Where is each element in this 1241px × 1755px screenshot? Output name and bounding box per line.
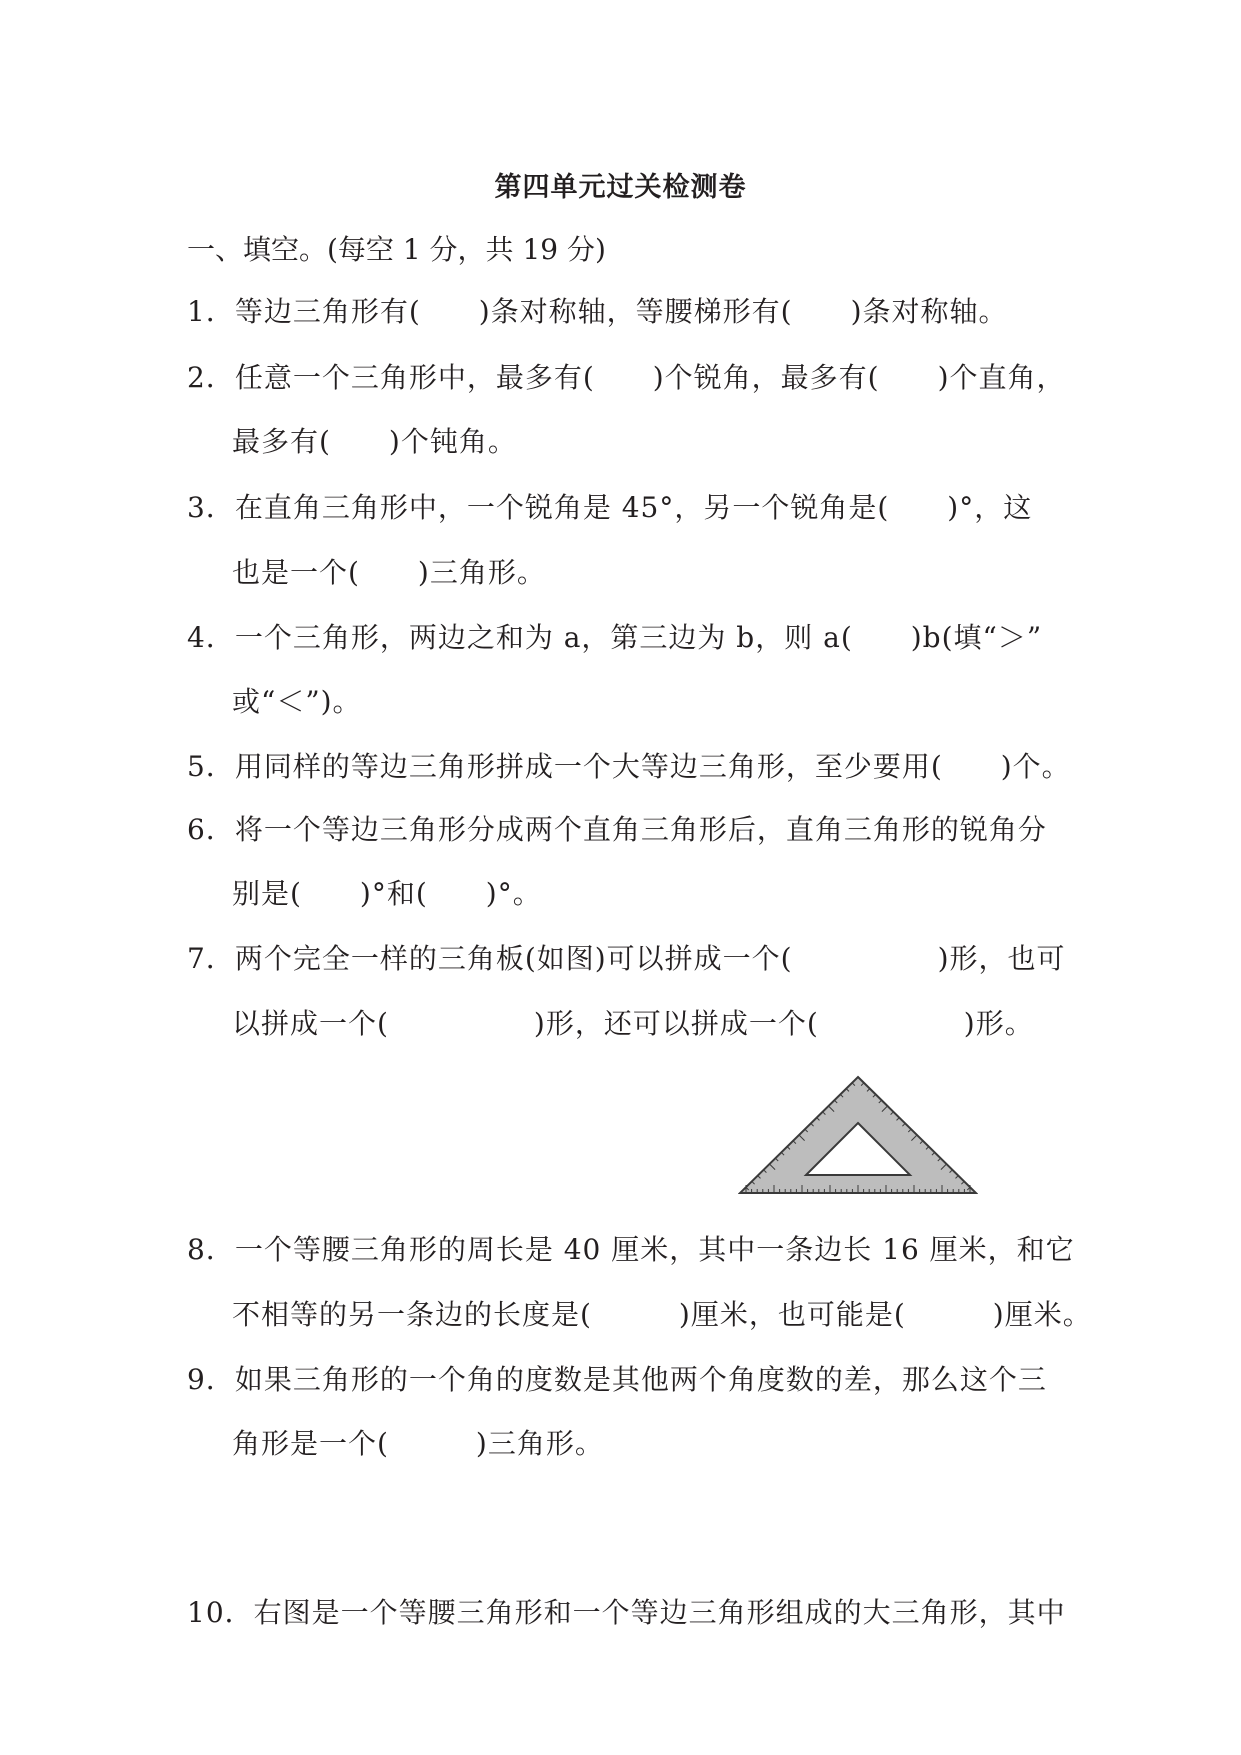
question-7-line-2: 以拼成一个( )形，还可以拼成一个( )形。 <box>232 1007 1034 1040</box>
question-8-line-1: 8．一个等腰三角形的周长是 40 厘米，其中一条边长 16 厘米，和它 <box>187 1233 1075 1266</box>
question-1-line-1: 1．等边三角形有( )条对称轴，等腰梯形有( )条对称轴。 <box>187 295 1008 328</box>
question-6-line-1: 6．将一个等边三角形分成两个直角三角形后，直角三角形的锐角分 <box>187 813 1047 846</box>
question-9-line-2: 角形是一个( )三角形。 <box>232 1427 604 1460</box>
question-9-line-1: 9．如果三角形的一个角的度数是其他两个角度数的差，那么这个三 <box>187 1363 1047 1396</box>
question-10-line-1: 10．右图是一个等腰三角形和一个等边三角形组成的大三角形，其中 <box>187 1596 1066 1629</box>
question-8-line-2: 不相等的另一条边的长度是( )厘米，也可能是( )厘米。 <box>232 1298 1092 1331</box>
question-6-line-2: 别是( )°和( )°。 <box>232 877 542 910</box>
triangle-ruler-icon <box>738 1075 978 1195</box>
question-3-line-1: 3．在直角三角形中，一个锐角是 45°，另一个锐角是( )°，这 <box>187 491 1033 524</box>
question-5-line-1: 5．用同样的等边三角形拼成一个大等边三角形，至少要用( )个。 <box>187 750 1071 783</box>
question-7-line-1: 7．两个完全一样的三角板(如图)可以拼成一个( )形，也可 <box>187 942 1066 975</box>
section-header: 一、填空。(每空 1 分，共 19 分) <box>187 233 606 266</box>
question-4-line-2: 或“＜”)。 <box>232 685 362 718</box>
question-4-line-1: 4．一个三角形，两边之和为 a，第三边为 b，则 a( )b(填“＞” <box>187 621 1043 654</box>
question-2-line-1: 2．任意一个三角形中，最多有( )个锐角，最多有( )个直角， <box>187 361 1066 394</box>
question-3-line-2: 也是一个( )三角形。 <box>232 556 546 589</box>
page-title: 第四单元过关检测卷 <box>494 172 747 203</box>
question-2-line-2: 最多有( )个钝角。 <box>232 425 517 458</box>
